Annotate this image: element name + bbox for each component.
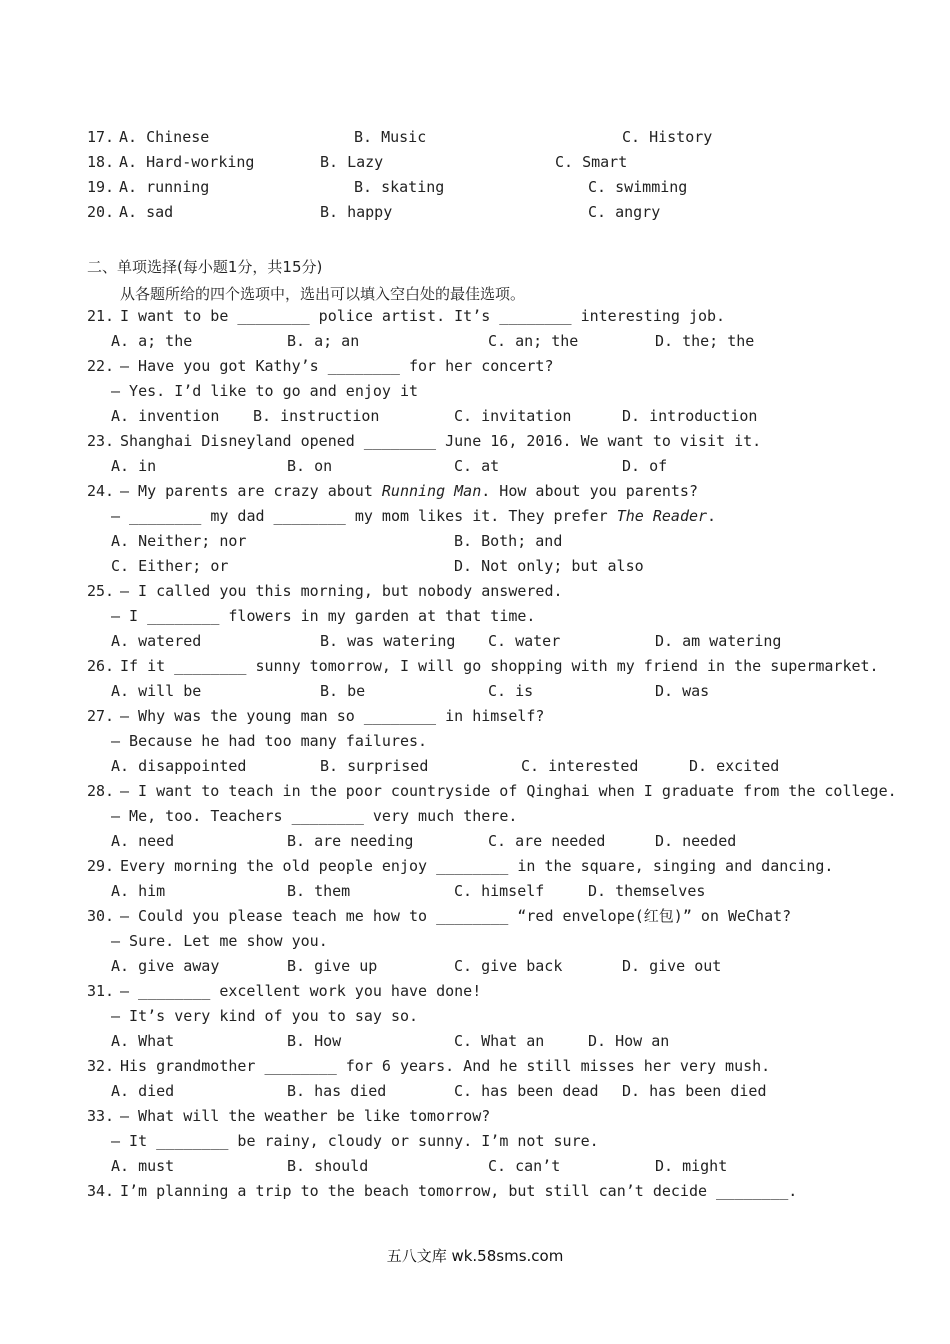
q25-option-d: D. am watering (655, 632, 782, 650)
q19-option-c: C. swimming (588, 178, 688, 196)
q30-option-a: A. give away (111, 957, 220, 975)
q31-option-a: A. What (111, 1032, 175, 1050)
q22-option-c: C. invitation (454, 407, 572, 425)
section-title: 二、单项选择(每小题1分，共15分) (87, 258, 323, 276)
q18-option-b: B. Lazy (320, 153, 384, 171)
section-instruction: 从各题所给的四个选项中，选出可以填入空白处的最佳选项。 (120, 285, 526, 303)
q24-line2-post: . (707, 507, 717, 525)
q32-stem: His grandmother ________ for 6 years. And he still misses her very mush. (120, 1057, 771, 1075)
q30-stem: — Could you please teach me how to ________ “red envelope(红包)” on WeChat? (120, 907, 792, 925)
q27-option-c: C. interested (521, 757, 639, 775)
q24-option-a: A. Neither; nor (111, 532, 247, 550)
q23-stem: Shanghai Disneyland opened ________ June 16, 2016. We want to visit it. (120, 432, 762, 450)
q26-option-d: D. was (655, 682, 710, 700)
q22-stem: — Have you got Kathy’s ________ for her concert? (120, 357, 554, 375)
q25-number: 25. (87, 582, 115, 600)
q18-option-c: C. Smart (555, 153, 628, 171)
q31-option-d: D. How an (588, 1032, 670, 1050)
page-footer: 五八文库 wk.58sms.com (386, 1247, 564, 1265)
q23-option-b: B. on (287, 457, 333, 475)
q25-option-c: C. water (488, 632, 561, 650)
q22-line2: — Yes. I’d like to go and enjoy it (111, 382, 419, 400)
q31-option-b: B. How (287, 1032, 342, 1050)
q32-option-d: D. has been died (622, 1082, 767, 1100)
q34-number: 34. (87, 1182, 115, 1200)
q23-option-a: A. in (111, 457, 157, 475)
q31-number: 31. (87, 982, 115, 1000)
q28-line2: — Me, too. Teachers ________ very much there. (111, 807, 518, 825)
q33-option-c: C. can’t (488, 1157, 561, 1175)
q28-option-b: B. are needing (287, 832, 414, 850)
q21-number: 21. (87, 307, 115, 325)
q28-number: 28. (87, 782, 115, 800)
q30-option-d: D. give out (622, 957, 722, 975)
q30-option-b: B. give up (287, 957, 378, 975)
q20-option-c: C. angry (588, 203, 661, 221)
q25-option-b: B. was watering (320, 632, 456, 650)
q30-option-c: C. give back (454, 957, 563, 975)
q20-number: 20. (87, 203, 115, 221)
q20-option-a: A. sad (119, 203, 174, 221)
q24-option-c: C. Either; or (111, 557, 229, 575)
q27-line2: — Because he had too many failures. (111, 732, 428, 750)
q26-option-c: C. is (488, 682, 534, 700)
q19-option-a: A. running (119, 178, 210, 196)
q31-stem: — ________ excellent work you have done! (120, 982, 482, 1000)
q17-number: 17. (87, 128, 115, 146)
q28-option-c: C. are needed (488, 832, 606, 850)
q25-line2: — I ________ flowers in my garden at that time. (111, 607, 536, 625)
q17-option-b: B. Music (354, 128, 427, 146)
q22-number: 22. (87, 357, 115, 375)
q29-option-b: B. them (287, 882, 351, 900)
q28-stem: — I want to teach in the poor countryside of Qinghai when I graduate from the college. (120, 782, 897, 800)
q27-option-d: D. excited (689, 757, 780, 775)
q23-number: 23. (87, 432, 115, 450)
q22-option-d: D. introduction (622, 407, 758, 425)
q29-option-d: D. themselves (588, 882, 706, 900)
q23-option-d: D. of (622, 457, 668, 475)
q29-option-c: C. himself (454, 882, 545, 900)
q24-stem-pre: — My parents are crazy about (120, 482, 382, 500)
q27-option-a: A. disappointed (111, 757, 247, 775)
q29-option-a: A. him (111, 882, 166, 900)
q30-line2: — Sure. Let me show you. (111, 932, 328, 950)
q33-stem: — What will the weather be like tomorrow? (120, 1107, 491, 1125)
q33-line2: — It ________ be rainy, cloudy or sunny. I’m not sure. (111, 1132, 599, 1150)
q19-option-b: B. skating (354, 178, 445, 196)
q24-stem-post: . How about you parents? (481, 482, 698, 500)
q33-number: 33. (87, 1107, 115, 1125)
q22-option-a: A. invention (111, 407, 220, 425)
q31-line2: — It’s very kind of you to say so. (111, 1007, 419, 1025)
q27-stem: — Why was the young man so ________ in himself? (120, 707, 545, 725)
q32-option-a: A. died (111, 1082, 175, 1100)
q21-option-d: D. the; the (655, 332, 755, 350)
q34-stem: I’m planning a trip to the beach tomorrow, but still can’t decide ________. (120, 1182, 798, 1200)
q26-stem: If it ________ sunny tomorrow, I will go shopping with my friend in the supermarket. (120, 657, 879, 675)
q31-option-c: C. What an (454, 1032, 545, 1050)
q33-option-d: D. might (655, 1157, 728, 1175)
q33-option-a: A. must (111, 1157, 175, 1175)
q26-option-b: B. be (320, 682, 366, 700)
q21-option-a: A. a; the (111, 332, 193, 350)
q27-option-b: B. surprised (320, 757, 429, 775)
q19-number: 19. (87, 178, 115, 196)
q17-option-a: A. Chinese (119, 128, 210, 146)
q29-stem: Every morning the old people enjoy ________ in the square, singing and dancing. (120, 857, 834, 875)
q20-option-b: B. happy (320, 203, 393, 221)
q30-number: 30. (87, 907, 115, 925)
q24-stem (120, 481, 698, 501)
q26-number: 26. (87, 657, 115, 675)
q18-number: 18. (87, 153, 115, 171)
q24-line2 (111, 506, 716, 526)
q27-number: 27. (87, 707, 115, 725)
q24-option-b: B. Both; and (454, 532, 563, 550)
q21-option-c: C. an; the (488, 332, 579, 350)
q23-option-c: C. at (454, 457, 500, 475)
q18-option-a: A. Hard-working (119, 153, 255, 171)
q21-stem: I want to be ________ police artist. It’s ________ interesting job. (120, 307, 726, 325)
q28-option-d: D. needed (655, 832, 737, 850)
q17-option-c: C. History (622, 128, 713, 146)
q21-option-b: B. a; an (287, 332, 360, 350)
q24-line2-pre: — ________ my dad ________ my mom likes it. They prefer (111, 507, 617, 525)
q32-option-b: B. has died (287, 1082, 387, 1100)
q32-number: 32. (87, 1057, 115, 1075)
q32-option-c: C. has been dead (454, 1082, 599, 1100)
q33-option-b: B. should (287, 1157, 369, 1175)
q24-stem-title: Running Man (381, 482, 482, 500)
q29-number: 29. (87, 857, 115, 875)
q22-option-b: B. instruction (253, 407, 380, 425)
q25-stem: — I called you this morning, but nobody answered. (120, 582, 563, 600)
q25-option-a: A. watered (111, 632, 202, 650)
q24-option-d: D. Not only; but also (454, 557, 644, 575)
q24-line2-title: The Reader (616, 507, 708, 525)
q28-option-a: A. need (111, 832, 175, 850)
q24-number: 24. (87, 482, 115, 500)
q26-option-a: A. will be (111, 682, 202, 700)
